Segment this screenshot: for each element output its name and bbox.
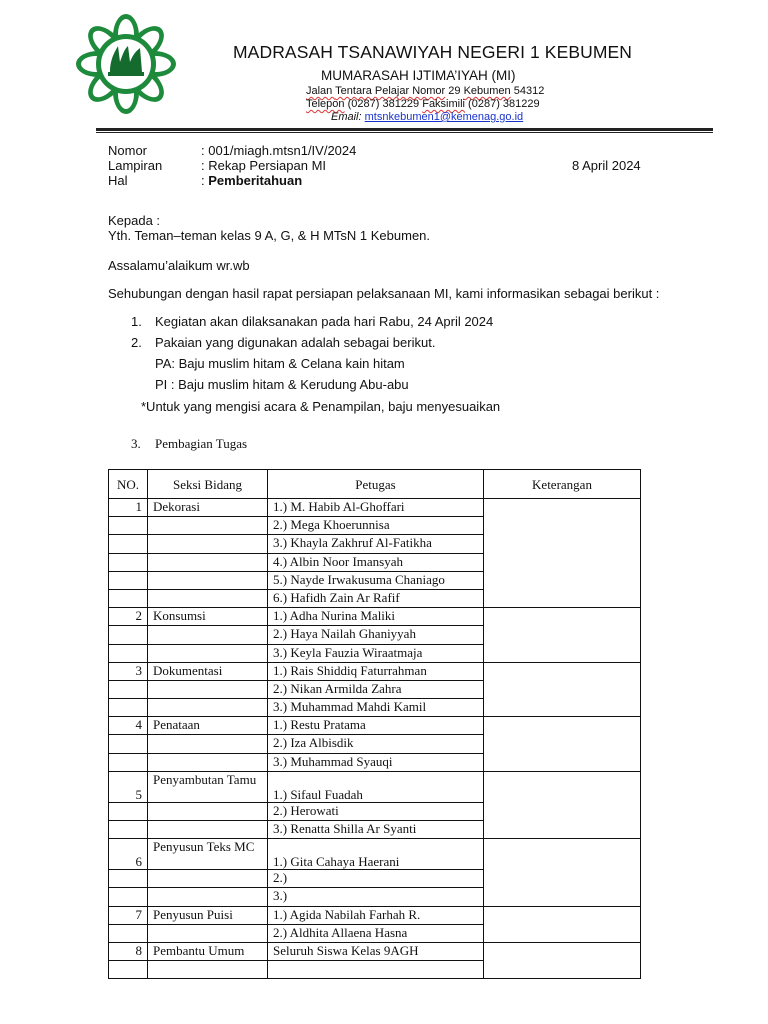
dress-code-note: *Untuk yang mengisi acara & Penampilan, baju menyesuaikan xyxy=(141,399,501,414)
recipient: Yth. Teman–teman kelas 9 A, G, & H MTsN 1 Kebumen. xyxy=(108,228,431,243)
keterangan-cell xyxy=(484,608,641,663)
table-row: 2.) Mega Khoerunnisa xyxy=(109,517,641,535)
table-row: 8 Pembantu Umum Seluruh Siswa Kelas 9AGH xyxy=(109,942,641,960)
header-keterangan: Keterangan xyxy=(484,470,641,499)
table-row: 3 Dokumentasi 1.) Rais Shiddiq Faturrahman xyxy=(109,662,641,680)
school-logo xyxy=(76,8,176,120)
greeting: Assalamu’alaikum wr.wb xyxy=(108,258,250,273)
table-header-row xyxy=(109,470,641,499)
table-row: 2 Konsumsi 1.) Adha Nurina Maliki xyxy=(109,608,641,626)
institution-phone: Telepon (0287) 381229 Faksimili (0287) 381229 xyxy=(306,98,540,110)
email-link[interactable]: mtsnkebumen1@kemenag.go.id xyxy=(364,111,524,123)
duty-table xyxy=(108,469,641,979)
table-row: 1 Dekorasi 1.) M. Habib Al-Ghoffari xyxy=(109,499,641,517)
keterangan-cell xyxy=(484,942,641,978)
kepada-label: Kepada : xyxy=(108,213,161,228)
dress-code-pi: PI : Baju muslim hitam & Kerudung Abu-abu xyxy=(155,377,409,392)
table-row: 2.) Nikan Armilda Zahra xyxy=(109,680,641,698)
keterangan-cell xyxy=(484,771,641,838)
table-row: 2.) xyxy=(109,870,641,888)
intro-paragraph: Sehubungan dengan hasil rapat persiapan pelaksanaan MI, kami informasikan sebagai berikut : xyxy=(108,286,660,301)
table-row: 3.) Keyla Fauzia Wiraatmaja xyxy=(109,644,641,662)
table-row: 2.) Aldhita Allaena Hasna xyxy=(109,924,641,942)
institution-email: Email: mtsnkebumen1@kemenag.go.id xyxy=(331,111,524,123)
table-row: 3.) xyxy=(109,888,641,906)
institution-name: MADRASAH TSANAWIYAH NEGERI 1 KEBUMEN xyxy=(233,42,633,62)
table-row: 6.) Hafidh Zain Ar Rafif xyxy=(109,589,641,607)
table-row: 5.) Nayde Irwakusuma Chaniago xyxy=(109,571,641,589)
list-item-1-text: Kegiatan akan dilaksanakan pada hari Rabu, 24 April 2024 xyxy=(155,314,494,329)
table-row: 4.) Albin Noor Imansyah xyxy=(109,553,641,571)
table-row: 2.) Herowati xyxy=(109,802,641,820)
header-no: NO. xyxy=(109,470,148,499)
table-row: 3.) Muhammad Syauqi xyxy=(109,753,641,771)
table-row: 2.) Haya Nailah Ghaniyyah xyxy=(109,626,641,644)
list-item-3-number: 3. xyxy=(131,436,141,451)
list-item-2-text: Pakaian yang digunakan adalah sebagai berikut. xyxy=(155,335,436,350)
keterangan-cell xyxy=(484,662,641,717)
keterangan-cell xyxy=(484,906,641,942)
table-row: 3.) Renatta Shilla Ar Syanti xyxy=(109,821,641,839)
letter-date: 8 April 2024 xyxy=(572,158,641,173)
list-item-2-number: 2. xyxy=(131,335,142,350)
keterangan-cell xyxy=(484,499,641,608)
table-row: 2.) Iza Albisdik xyxy=(109,735,641,753)
table-row: 3.) Muhammad Mahdi Kamil xyxy=(109,699,641,717)
header-petugas: Petugas xyxy=(268,470,484,499)
table-row: 5 Penyambutan Tamu 1.) Sifaul Fuadah xyxy=(109,771,641,802)
header-seksi: Seksi Bidang xyxy=(148,470,268,499)
letterhead-rule-thin xyxy=(96,132,713,133)
institution-address: Jalan Tentara Pelajar Nomor 29 Kebumen 54312 xyxy=(306,85,545,97)
keterangan-cell xyxy=(484,717,641,772)
letterhead-rule-thick xyxy=(96,128,713,131)
table-row: 7 Penyusun Puisi 1.) Agida Nabilah Farhah R. xyxy=(109,906,641,924)
table-row: 3.) Khayla Zakhruf Al-Fatikha xyxy=(109,535,641,553)
list-item-3-text: Pembagian Tugas xyxy=(155,436,248,451)
keterangan-cell xyxy=(484,839,641,906)
institution-subtitle: MUMARASAH IJTIMA’IYAH (MI) xyxy=(321,68,516,83)
table-row: 6 Penyusun Teks MC 1.) Gita Cahaya Haerani xyxy=(109,839,641,870)
dress-code-pa: PA: Baju muslim hitam & Celana kain hitam xyxy=(155,356,405,371)
list-item-1-number: 1. xyxy=(131,314,142,329)
table-row: 4 Penataan 1.) Restu Pratama xyxy=(109,717,641,735)
